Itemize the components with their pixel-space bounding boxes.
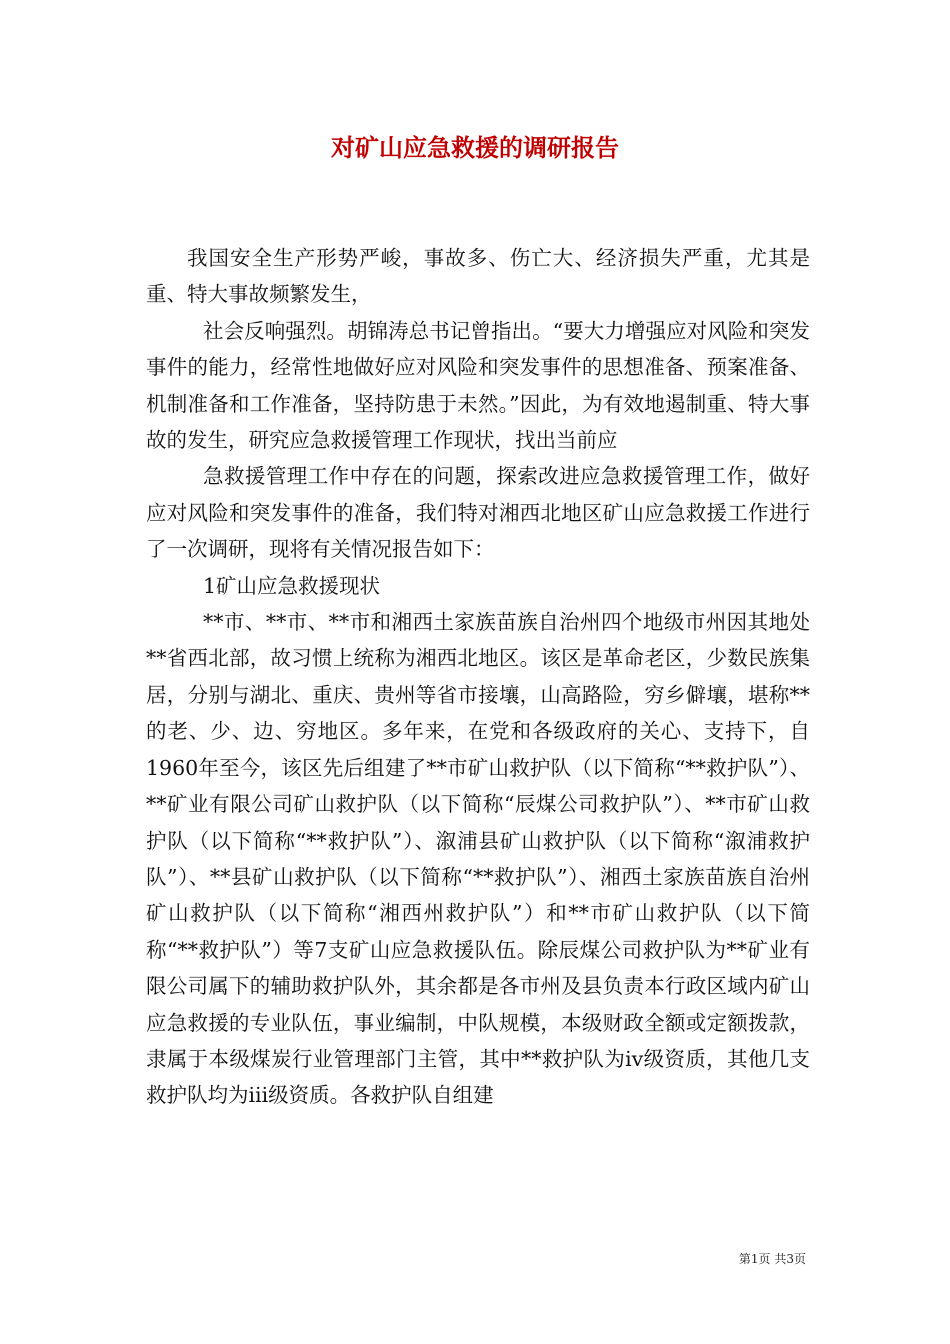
paragraph-intro: 我国安全生产形势严峻，事故多、伤亡大、经济损失严重，尤其是重、特大事故频繁发生， bbox=[146, 246, 810, 307]
section-heading: 1矿山应急救援现状 bbox=[203, 573, 381, 598]
paragraph-purpose: 急救援管理工作中存在的问题，探索改进应急救援管理工作，做好应对风险和突发事件的准备，我们特对湘西北地区矿山应急救援工作进行了一次调研，现将有关情况报告如下： bbox=[146, 464, 810, 562]
paragraph-quote: 社会反响强烈。胡锦涛总书记曾指出。“要大力增强应对风险和突发事件的能力，经常性地做好应对风险和突发事件的思想准备、预案准备、机制准备和工作准备，坚持防患于未然。”因此，为有效地遏制重、特大事故的发生，研究应急救援管理工作现状，找出当前应 bbox=[146, 318, 810, 453]
document-title: 对矿山应急救援的调研报告 bbox=[331, 133, 619, 162]
paragraph-status: **市、**市、**市和湘西土家族苗族自治州四个地级市州因其地处**省西北部，故习惯上统称为湘西北地区。该区是革命老区，少数民族集居，分别与湖北、重庆、贵州等省市接壤，山高路险，穷乡僻壤，堪称**的老、少、边、穷地区。多年来，在党和各级政府的关心、支持下，自1960年至今，该区先后组建了**市矿山救护队（以下简称“**救护队”）、**矿业有限公司矿山救护队（以下简称“辰煤公司救护队”）、**市矿山救护队（以下简称“**救护队”）、溆浦县矿山救护队（以下简称“溆浦救护队”）、**县矿山救护队（以下简称“**救护队”）、湘西土家族苗族自治州矿山救护队（以下简称“湘西州救护队”）和**市矿山救护队（以下简称“**救护队”）等7支矿山应急救援队伍。除辰煤公司救护队为**矿业有限公司属下的辅助救护队外，其余都是各市州及县负责本行政区域内矿山应急救援的专业队伍，事业编制，中队规模，本级财政全额或定额拨款，隶属于本级煤炭行业管理部门主管，其中**救护队为ⅳ级资质，其他几支救护队均为ⅲ级资质。各救护队自组建 bbox=[146, 610, 810, 1108]
page-number: 第1页 共3页 bbox=[738, 1252, 806, 1266]
document-body bbox=[146, 240, 810, 1114]
